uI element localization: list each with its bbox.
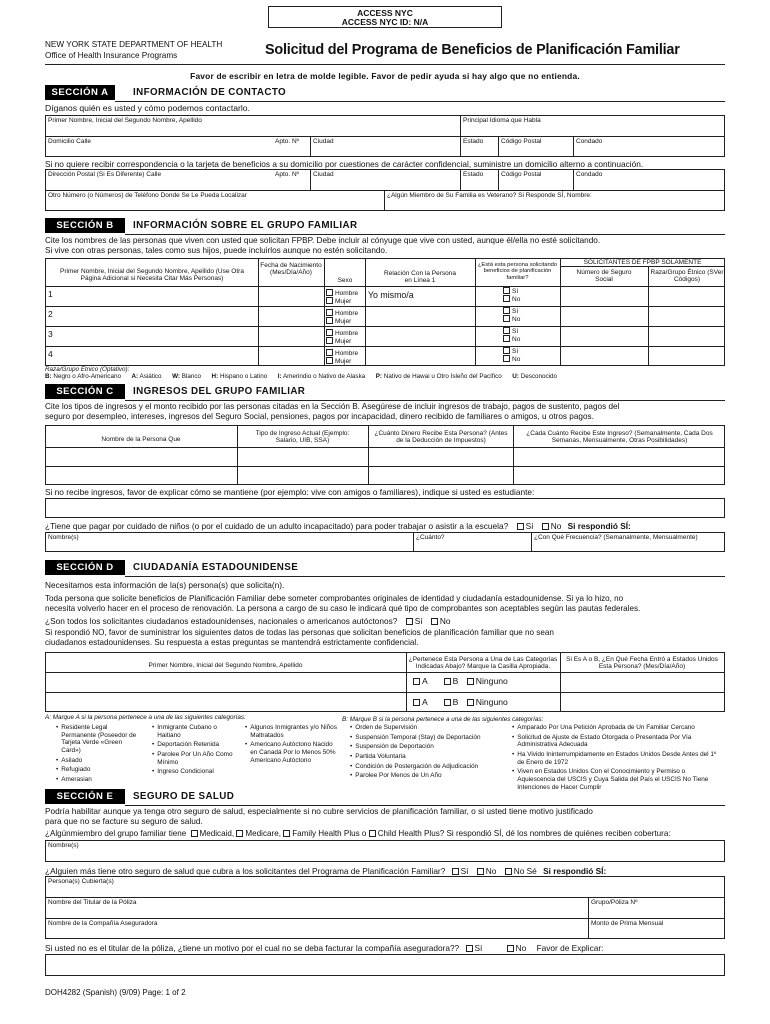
grid-line <box>460 169 461 190</box>
category-none-label: Ninguno <box>475 676 508 686</box>
citizens-question <box>45 616 450 626</box>
name-field[interactable]: Primer Nombre, Inicial del Segundo Nombre, Apellido <box>48 117 202 124</box>
section-c-intro-1: Cite los tipos de ingresos y el monto recibido por las personas citadas en la Sección B. Asegúrese de incluir ingresos de trabajo, pagos de sustento, pagos del <box>45 402 620 411</box>
no-income-explanation-field[interactable] <box>45 498 725 518</box>
access-nyc-label: ACCESS NYC <box>357 8 413 18</box>
row-number: 1 <box>48 289 53 299</box>
race-field[interactable] <box>650 327 723 345</box>
header-rule <box>45 64 725 65</box>
race-label: Hispano o Latino <box>219 373 268 380</box>
category-list <box>512 724 722 794</box>
category-list-item: • Ingreso Condicional <box>152 768 214 776</box>
category-list-item: • Solicitud de Ajuste de Estado Otorgada o Presentada Por Vía Administrativa Adecuada <box>512 734 722 749</box>
noncitizen-col-category: ¿Pertenece Esta Persona a Una de Las Categorías Indicadas Abajo? Marque la Casilla Apropiada. <box>408 656 558 671</box>
applying-yes-checkbox[interactable] <box>503 347 510 354</box>
race-code: B: <box>45 373 52 380</box>
citizens-no-checkbox[interactable] <box>431 618 438 625</box>
category-item-text: Amparado Por Una Petición Aprobada de Un Familiar Cercano <box>517 724 695 731</box>
no-label: No <box>439 616 451 626</box>
alt-county-field[interactable]: Condado <box>576 171 603 178</box>
zip-field[interactable]: Código Postal <box>501 138 542 145</box>
category-item-text: Refugiado <box>61 766 91 774</box>
grid-line <box>368 425 369 485</box>
grid-line <box>531 532 532 552</box>
race-code: W: <box>172 373 181 380</box>
race-field[interactable] <box>650 347 723 365</box>
section-a-title: INFORMACIÓN DE CONTACTO <box>133 87 287 98</box>
category-list <box>350 724 508 782</box>
covered-persons-field[interactable]: Persona(s) Cubierta(s) <box>48 878 114 885</box>
sex-options <box>326 329 358 346</box>
access-nyc-id: ACCESS NYC ID: N/A <box>341 17 429 27</box>
section-a-rule <box>115 101 725 102</box>
grid-line <box>45 466 725 467</box>
female-label: Mujer <box>335 338 352 346</box>
section-d-para1-l1: Toda persona que solicite beneficios de Planificación Familiar debe someter comprobantes originales de identidad y ciudadanía estadounidense. Si ya lo hizo, no <box>45 594 624 603</box>
section-a-tag: SECCIÓN A <box>45 85 115 100</box>
race-label: Desconocido <box>520 373 558 380</box>
dob-field[interactable] <box>260 347 322 365</box>
category-item-text: Suspensión de Deportación <box>355 743 434 751</box>
grid-line <box>573 169 574 190</box>
race-label: Amerindio o Nativo de Alaska <box>282 373 366 380</box>
grid-line <box>460 115 461 136</box>
grid-line <box>310 169 311 190</box>
category-item-text: Viven en Estados Unidos Con el Conocimiento y Permiso o Aquiescencia del USCIS y Cuya Salida del País el USCIS No Tiene Intenciones de Hacer Cumplir <box>517 768 709 791</box>
section-b-tag: SECCIÓN B <box>45 218 125 233</box>
race-code: H: <box>211 373 219 380</box>
category-item-text: Inmigrante Cubano o Haitiano <box>157 724 217 739</box>
category-list-item: • Refugiado <box>56 766 91 774</box>
section-b-intro-1: Cite los nombres de las personas que viven con usted que solicitan FPBP. Debe incluir al cónyuge que vive con usted, aunque él/ella no esté solicitando. <box>45 236 601 245</box>
family-health-plus-label: Family Health Plus o <box>292 829 367 838</box>
race-codes-list <box>45 373 557 380</box>
section-d-para2-l1: Si respondió NO, favor de suministrar los siguientes datos de todas las personas que solicitan beneficios de planificación familiar que no sean <box>45 628 554 637</box>
yes-label: Sí <box>474 943 483 953</box>
category-b-label: B <box>452 676 459 686</box>
no-label: No <box>515 943 527 953</box>
medicare-checkbox[interactable] <box>236 830 243 837</box>
childcare-question <box>45 521 631 531</box>
no-label: No <box>512 356 521 364</box>
male-label: Hombre <box>335 330 359 337</box>
yes-label: Sí <box>460 866 469 876</box>
category-options-row-2 <box>413 697 508 707</box>
agency-name: NEW YORK STATE DEPARTMENT OF HEALTH <box>45 40 223 49</box>
childcare-frequency-field[interactable]: ¿Con Qué Frecuencia? (Semanalmente, Mensualmente) <box>534 534 698 541</box>
if-yes-label: Si respondió SÍ: <box>543 866 607 876</box>
row-number: 2 <box>48 309 53 319</box>
coverage-names-label: Nombre(s) <box>48 842 79 849</box>
billing-reason-question-text: Si usted no es el titular de la póliza, ¿tiene un motivo por el cual no se deba facturar la compañía aseguradora?? <box>45 943 460 953</box>
childcare-names-field[interactable]: Nombre(s) <box>48 534 79 541</box>
category-b-title: B: Marque B si la persona pertenece a una de las siguientes categorías: <box>342 716 544 723</box>
veteran-field[interactable]: ¿Algún Miembro de Su Familia es Veterano? Si Responde SÍ, Nombre: <box>387 192 592 199</box>
grid-line <box>513 425 514 485</box>
section-e-intro-2: para que no se facture su seguro de salud. <box>45 816 203 826</box>
applying-yes-checkbox[interactable] <box>503 307 510 314</box>
category-item-text: Solicitud de Ajuste de Estado Otorgada o Presentada Por Vía Administrativa Adecuada <box>517 733 692 749</box>
grid-line <box>475 258 476 366</box>
other-insurance-yes-checkbox[interactable] <box>452 868 459 875</box>
no-label: No <box>512 316 521 324</box>
category-list-item: • Amparado Por Una Petición Aprobada de Un Familiar Cercano <box>512 724 695 731</box>
if-yes-label: Si respondió SÍ: <box>567 521 631 531</box>
medicaid-label: Medicaid, <box>199 829 235 838</box>
citizens-question-text: ¿Son todos los solicitantes ciudadanos estadounidenses, nacionales o americanos autóctonos? <box>45 616 398 626</box>
male-checkbox[interactable] <box>326 329 333 336</box>
policy-holder-field[interactable]: Nombre del Titular de la Póliza <box>48 899 137 906</box>
category-list <box>245 724 337 766</box>
category-item-text: Deportación Retenida <box>157 741 220 749</box>
category-list-item: • Parolee Por Menos de Un Año <box>350 772 442 780</box>
form-title: Solicitud del Programa de Beneficios de Planificación Familiar <box>265 42 680 58</box>
family-health-plus-checkbox[interactable] <box>283 830 290 837</box>
section-a-intro: Díganos quién es usted y cómo podemos contactarlo. <box>45 103 250 113</box>
category-b-checkbox[interactable] <box>444 678 451 685</box>
language-field[interactable]: Principal Idioma que Habla <box>463 117 541 124</box>
applying-yes-checkbox[interactable] <box>503 287 510 294</box>
female-label: Mujer <box>335 298 352 306</box>
form-footer-id: DOH4282 (Spanish) (9/09) Page: 1 of 2 <box>45 988 186 997</box>
category-b-label: B <box>452 697 459 707</box>
income-col-frequency: ¿Cada Cuánto Recibe Este Ingreso? (Semanalmente, Cada Dos Semanas, Mensualmente, Otras Posibilidades) <box>526 430 713 445</box>
grid-line <box>648 266 649 366</box>
category-options-row-1 <box>413 676 508 686</box>
other-insurance-dont-know-checkbox[interactable] <box>505 868 512 875</box>
fpbp-applicants-header: SOLICITANTES DE FPBP SOLAMENTE <box>583 259 702 266</box>
category-item-text: Americano Autóctono Nacido en Canadá Por lo Menos 50% Americano Autóctono <box>250 741 336 764</box>
category-list-item: • Americano Autóctono Nacido en Canadá Por lo Menos 50% Americano Autóctono <box>245 741 336 764</box>
category-list-item: • Ha Vivido Ininterrumpidamente en Estados Unidos Desde Antes del 1º de Enero de 1972 <box>512 751 722 766</box>
medicare-label: Medicare, <box>245 829 281 838</box>
category-item-text: Orden de Supervisión <box>355 724 418 731</box>
male-checkbox[interactable] <box>326 309 333 316</box>
county-field[interactable]: Condado <box>576 138 603 145</box>
section-c-tag: SECCIÓN C <box>45 384 125 399</box>
category-a-label: A <box>422 676 428 686</box>
section-b-intro-2: Si vive con otras personas, tales como sus hijos, puede incluirlos aunque no estén solicitando. <box>45 246 388 255</box>
grid-line <box>573 136 574 157</box>
office-name: Office of Health Insurance Programs <box>45 51 178 60</box>
col-header-race: Raza/Grupo Étnico (SVer Códigos) <box>650 269 724 284</box>
race-label: Nativo de Hawai u Otro Isleño del Pacífico <box>383 373 502 380</box>
category-item-text: Residente Legal Permanente (Poseedor de Tarjeta Verde «Green Card») <box>61 724 137 755</box>
explain-label: Favor de Explicar: <box>536 943 604 953</box>
race-code: A: <box>131 373 139 380</box>
insurance-company-field[interactable]: Nombre de la Compañía Aseguradora <box>48 920 158 927</box>
city-field[interactable]: Ciudad <box>313 138 334 145</box>
applying-options <box>503 307 520 324</box>
female-label: Mujer <box>335 318 352 326</box>
child-health-plus-label: Child Health Plus? Si respondió SÍ, dé los nombres de quiénes reciben cobertura: <box>377 829 671 838</box>
grid-line <box>384 190 385 211</box>
applying-yes-checkbox[interactable] <box>503 327 510 334</box>
yes-label: Sí <box>512 328 519 335</box>
col-header-applying: ¿Está esta persona solicitando beneficios de planificación familiar? <box>477 262 558 281</box>
insurance-grid <box>45 876 725 939</box>
race-label: Negro o Afro-Americano <box>53 373 121 380</box>
applying-no-checkbox[interactable] <box>503 295 510 302</box>
alt-street-field[interactable]: Dirección Postal (Si Es Diferente) Calle <box>48 171 162 178</box>
noncitizen-col-name: Primer Nombre, Inicial del Segundo Nombre, Apellido <box>148 662 303 669</box>
section-e-tag: SECCIÓN E <box>45 789 125 804</box>
col-header-ssn: Número de Seguro Social <box>576 269 632 284</box>
applying-no-checkbox[interactable] <box>503 335 510 342</box>
race-field[interactable] <box>650 287 723 305</box>
income-col-type: Tipo de Ingreso Actual (Ejemplo: Salario, UIB, SSA) <box>255 430 350 445</box>
section-e-intro-1: Podría habilitar aunque ya tenga otro seguro de salud, especialmente si no cubre servicios de planificación familiar, o si usted tiene motivo justificado <box>45 806 593 816</box>
race-label: Asiático <box>139 373 162 380</box>
grid-line <box>45 692 725 693</box>
grid-line <box>460 136 461 157</box>
yes-label: Sí <box>414 616 423 626</box>
childcare-no-checkbox[interactable] <box>542 523 549 530</box>
grid-line <box>498 169 499 190</box>
grid-line <box>45 897 725 898</box>
alt-state-field[interactable]: Estado <box>463 171 484 178</box>
category-item-text: Ingreso Condicional <box>157 768 214 776</box>
dob-field[interactable] <box>260 287 322 305</box>
sex-options <box>326 289 358 306</box>
no-label: No <box>512 296 521 304</box>
ssn-field[interactable] <box>562 327 646 345</box>
member-name-field[interactable] <box>58 287 256 305</box>
grid-line <box>45 190 725 191</box>
ssn-field[interactable] <box>562 347 646 365</box>
category-item-text: Asilado <box>61 756 83 764</box>
female-label: Mujer <box>335 358 352 366</box>
billing-reason-explanation-field[interactable] <box>45 954 725 976</box>
category-list-item: • Deportación Retenida <box>152 741 220 749</box>
grid-line <box>413 532 414 552</box>
no-income-question: Si no recibe ingresos, favor de explicar cómo se mantiene (por ejemplo: vive con amigos o familiares), indique si usted es estudiante: <box>45 487 535 497</box>
sex-options <box>326 349 358 366</box>
section-d-tag: SECCIÓN D <box>45 560 125 575</box>
no-label: No <box>550 521 562 531</box>
relation-field[interactable] <box>368 330 472 344</box>
grid-line <box>560 258 561 366</box>
category-item-text: Ha Vivido Ininterrumpidamente en Estados Unidos Desde Antes del 1º de Enero de 1972 <box>517 751 717 766</box>
income-col-name: Nombre de la Persona Que <box>101 436 181 443</box>
category-list-item: • Asilado <box>56 756 83 764</box>
other-insurance-no-checkbox[interactable] <box>477 868 484 875</box>
other-phone-field[interactable]: Otro Número (o Números) de Teléfono Donde Se Le Pueda Localizar <box>48 192 247 199</box>
yes-label: Sí <box>525 521 534 531</box>
section-d-intro: Necesitamos esta información de la(s) persona(s) que solicita(n). <box>45 580 285 590</box>
race-label: Blanco <box>181 373 202 380</box>
row-number: 4 <box>48 349 53 359</box>
section-c-rule <box>125 400 725 401</box>
male-label: Hombre <box>335 350 359 357</box>
category-list-item: • Partida Voluntaria <box>350 753 406 761</box>
female-checkbox[interactable] <box>326 337 333 344</box>
male-checkbox[interactable] <box>326 349 333 356</box>
category-a-checkbox[interactable] <box>413 699 420 706</box>
col-header-name: Primer Nombre, Inicial del Segundo Nombre, Apellido (Use Otra Página Adicional si Necesita Citar Más Personas) <box>60 268 244 283</box>
category-a-checkbox[interactable] <box>413 678 420 685</box>
grid-line <box>237 425 238 485</box>
grid-line <box>324 258 325 366</box>
female-checkbox[interactable] <box>326 297 333 304</box>
col-header-relation: Relación Con la Persona en Línea 1 <box>384 270 456 285</box>
grid-line <box>560 652 561 712</box>
category-list <box>56 724 142 786</box>
applying-options <box>503 347 520 364</box>
noncitizen-col-entry-date: Si Es A o B, ¿En Qué Fecha Entró a Estados Unidos Esta Persona? (Mes/Día/Año) <box>566 656 718 671</box>
grid-line <box>498 136 499 157</box>
childcare-question-text: ¿Tiene que pagar por cuidado de niños (o por el cuidado de un adulto incapacitado) para poder trabajar o asistir a la escuela? <box>45 521 509 531</box>
male-checkbox[interactable] <box>326 289 333 296</box>
ssn-field[interactable] <box>562 307 646 325</box>
yes-label: Sí <box>512 308 519 315</box>
section-c-title: INGRESOS DEL GRUPO FAMILIAR <box>133 386 306 397</box>
coverage-names-field[interactable] <box>45 840 725 862</box>
ssn-field[interactable] <box>562 287 646 305</box>
category-list-item: • Amerasian <box>56 776 92 784</box>
group-policy-number-field[interactable]: Grupo/Póliza Nº <box>591 899 638 906</box>
member-name-field[interactable] <box>58 347 256 365</box>
grid-line <box>45 918 725 919</box>
yes-label: Sí <box>512 348 519 355</box>
no-label: No <box>485 866 497 876</box>
relation-field[interactable] <box>368 350 472 364</box>
applying-no-checkbox[interactable] <box>503 355 510 362</box>
other-insurance-question-text: ¿Alguien más tiene otro seguro de salud que cubra a los solicitantes del Programa de Planificación Familiar? <box>45 866 446 876</box>
section-b-title: INFORMACIÓN SOBRE EL GRUPO FAMILIAR <box>133 220 358 231</box>
category-item-text: Condición de Postergación de Adjudicación <box>355 762 479 770</box>
section-d-para1-l2: necesita volverlo hacer en el proceso de renovación. La persona a cargo de su caso le indicará qué tipo de comprobantes son aceptables según las pautas federales. <box>45 604 641 613</box>
applying-no-checkbox[interactable] <box>503 315 510 322</box>
category-item-text: Algunos Inmigrantes y/o Niños Maltratados <box>250 724 337 739</box>
male-label: Hombre <box>335 310 359 317</box>
race-field[interactable] <box>650 307 723 325</box>
grid-line <box>45 136 725 137</box>
section-c-intro-2: seguro por desempleo, intereses, ingresos del Seguro Social, pensiones, pagos por incapacidad, dinero recibido de familiares o amigos, u otros pagos. <box>45 412 594 421</box>
race-code: P: <box>375 373 383 380</box>
section-d-rule <box>125 576 725 577</box>
yes-label: Sí <box>512 288 519 295</box>
relation-field[interactable]: Yo mismo/a <box>368 290 414 300</box>
billing-reason-question <box>45 943 603 953</box>
grid-line <box>45 447 725 448</box>
alternate-address-note: Si no quiere recibir correspondencia o la tarjeta de beneficios a su domicilio por cuestiones de carácter confidencial, suministre un domicilio alterno a continuación. <box>45 159 644 169</box>
col-header-dob: Fecha de Nacimiento (Mes/Día/Año) <box>260 262 322 277</box>
female-checkbox[interactable] <box>326 357 333 364</box>
alt-apt-field[interactable]: Apto. Nº <box>275 171 300 178</box>
grid-line <box>365 258 366 366</box>
female-checkbox[interactable] <box>326 317 333 324</box>
citizens-yes-checkbox[interactable] <box>406 618 413 625</box>
monthly-premium-field[interactable]: Monto de Prima Mensual <box>591 920 664 927</box>
section-b-rule <box>125 234 725 235</box>
print-instruction: Favor de escribir en letra de molde legible. Favor de pedir ayuda si hay algo que no entienda. <box>190 71 580 81</box>
category-none-checkbox[interactable] <box>467 678 474 685</box>
member-name-field[interactable] <box>58 327 256 345</box>
grid-line <box>45 672 725 673</box>
childcare-yes-checkbox[interactable] <box>517 523 524 530</box>
category-list-item: • Viven en Estados Unidos Con el Conocimiento y Permiso o Aquiescencia del USCIS y Cuya Salida del País el USCIS No Tiene Intenciones de Hacer Cumplir <box>512 768 722 791</box>
race-codes-title: Raza/Grupo Étnico (Optativo): <box>45 366 130 373</box>
applying-options <box>503 287 520 304</box>
alt-zip-field[interactable]: Código Postal <box>501 171 542 178</box>
coverage-question-text: ¿Algúnmiembro del grupo familiar tiene <box>45 829 187 838</box>
income-col-amount: ¿Cuánto Dinero Recibe Esta Persona? (Antes de la Deducción de Impuestos) <box>374 430 508 445</box>
category-a-title: A: Marque A si la persona pertenece a una de las siguientes categorías: <box>45 714 246 721</box>
col-header-sex: Sexo <box>337 277 353 284</box>
row-number: 3 <box>48 329 53 339</box>
medicaid-checkbox[interactable] <box>191 830 198 837</box>
category-item-text: Parolee Por Un Año Como Mínimo <box>157 751 233 766</box>
alt-city-field[interactable]: Ciudad <box>313 171 334 178</box>
billing-reason-no-checkbox[interactable] <box>507 945 514 952</box>
category-none-label: Ninguno <box>475 697 508 707</box>
category-list-item: • Suspensión Temporal (Stay) de Deportación <box>350 733 481 741</box>
state-field[interactable]: Estado <box>463 138 484 145</box>
child-health-plus-checkbox[interactable] <box>369 830 376 837</box>
category-none-checkbox[interactable] <box>467 699 474 706</box>
other-insurance-question <box>45 866 606 876</box>
category-list-item: • Parolee Por Un Año Como Mínimo <box>152 751 238 766</box>
grid-line <box>560 266 725 267</box>
apt-field[interactable]: Apto. Nº <box>275 138 300 145</box>
dont-know-label: No Sé <box>513 866 537 876</box>
dob-field[interactable] <box>260 327 322 345</box>
dob-field[interactable] <box>260 307 322 325</box>
category-list-item: • Inmigrante Cubano o Haitiano <box>152 724 238 739</box>
applying-options <box>503 327 520 344</box>
category-list-item: • Orden de Supervisión <box>350 724 418 731</box>
category-a-label: A <box>422 697 428 707</box>
male-label: Hombre <box>335 290 359 297</box>
section-d-title: CIUDADANÍA ESTADOUNIDENSE <box>133 562 299 573</box>
grid-line <box>258 258 259 366</box>
grid-line <box>406 652 407 712</box>
sex-options <box>326 309 358 326</box>
category-list-item: • Residente Legal Permanente (Poseedor de Tarjeta Verde «Green Card») <box>56 724 142 755</box>
category-item-text: Suspensión Temporal (Stay) de Deportación <box>355 733 481 741</box>
relation-field[interactable] <box>368 310 472 324</box>
race-code: U: <box>512 373 519 380</box>
member-name-field[interactable] <box>58 307 256 325</box>
coverage-question <box>45 829 671 839</box>
billing-reason-yes-checkbox[interactable] <box>466 945 473 952</box>
category-item-text: Parolee Por Menos de Un Año <box>355 772 442 780</box>
category-item-text: Partida Voluntaria <box>355 753 406 761</box>
category-item-text: Amerasian <box>61 776 92 784</box>
category-b-checkbox[interactable] <box>444 699 451 706</box>
childcare-amount-field[interactable]: ¿Cuánto? <box>416 534 445 541</box>
grid-line <box>310 136 311 157</box>
race-code: I: <box>277 373 282 380</box>
street-address-field[interactable]: Domicilio Calle <box>48 138 91 145</box>
category-list-item: • Suspensión de Deportación <box>350 743 434 751</box>
section-d-para2-l2: ciudadanos estadounidenses. Su respuesta a estas preguntas se mantendrá estrictamente confidencial. <box>45 638 419 647</box>
category-list <box>152 724 238 778</box>
section-e-title: SEGURO DE SALUD <box>133 791 235 802</box>
grid-line <box>588 897 589 939</box>
no-label: No <box>512 336 521 344</box>
category-list-item: • Condición de Postergación de Adjudicación <box>350 762 479 770</box>
category-list-item: • Algunos Inmigrantes y/o Niños Maltratados <box>245 724 337 739</box>
